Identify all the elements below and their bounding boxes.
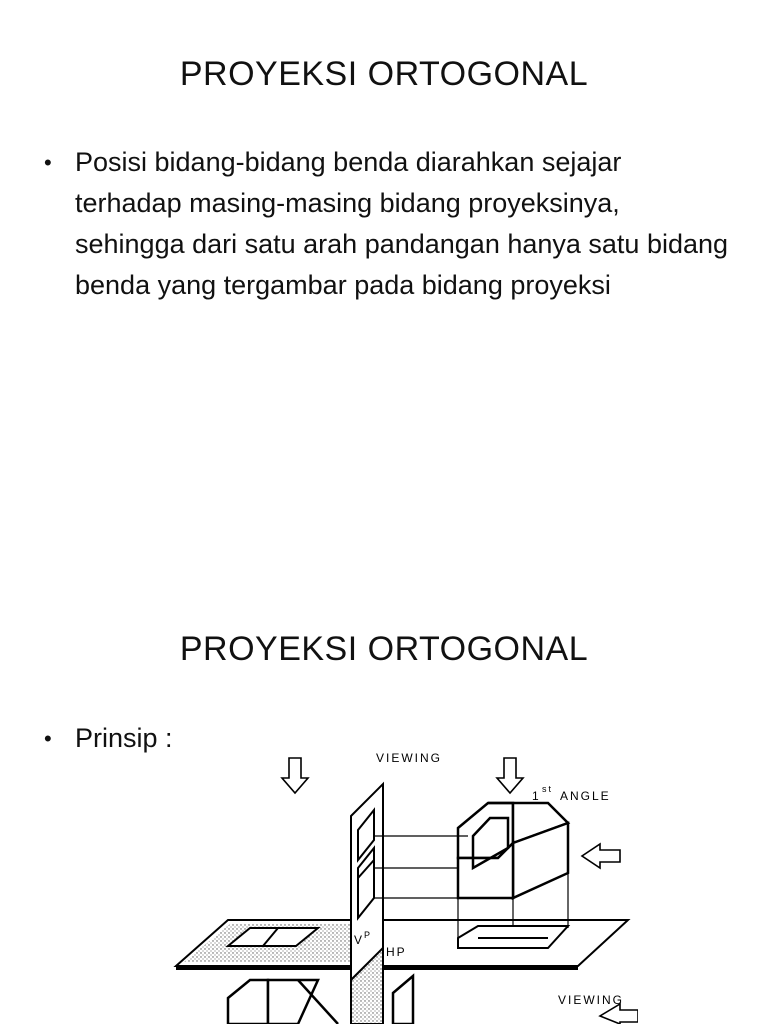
bullet-marker: • [44,726,52,751]
angle-label: ANGLE [560,789,611,803]
vp-superscript: P [364,930,373,940]
bullet-text: Prinsip : [75,723,173,753]
viewing-arrow-left [582,844,620,868]
viewing-arrow-down-left [282,758,308,793]
angle-superscript: st [542,784,554,794]
angle-number: 1 [532,789,541,803]
bullet-item [44,142,734,306]
viewing-arrow-down-right [497,758,523,793]
hp-label: HP [386,945,407,959]
viewing-label-bottom: VIEWING [558,993,625,1007]
top-view-projection [458,926,568,948]
object-block [458,803,568,898]
lower-projection [228,976,413,1024]
slide-2 [0,570,768,1024]
viewing-arrow-left-bottom [600,1004,638,1024]
projection-drawing [168,748,638,1024]
slide-title: PROYEKSI ORTOGONAL [179,55,589,93]
bullet-marker: • [44,150,52,175]
viewing-label-top: VIEWING [376,751,443,765]
vertical-plane [351,784,383,1024]
slide-title: PROYEKSI ORTOGONAL [179,630,589,668]
orthographic-projection-diagram [168,748,638,1024]
vp-label: V [354,933,365,947]
bullet-text: Posisi bidang-bidang benda diarahkan sejajar terhadap masing-masing bidang proyeksinya, sehingga dari satu arah pandangan hanya satu bidang benda yang tergambar pada bidang proyeksi [75,147,729,300]
